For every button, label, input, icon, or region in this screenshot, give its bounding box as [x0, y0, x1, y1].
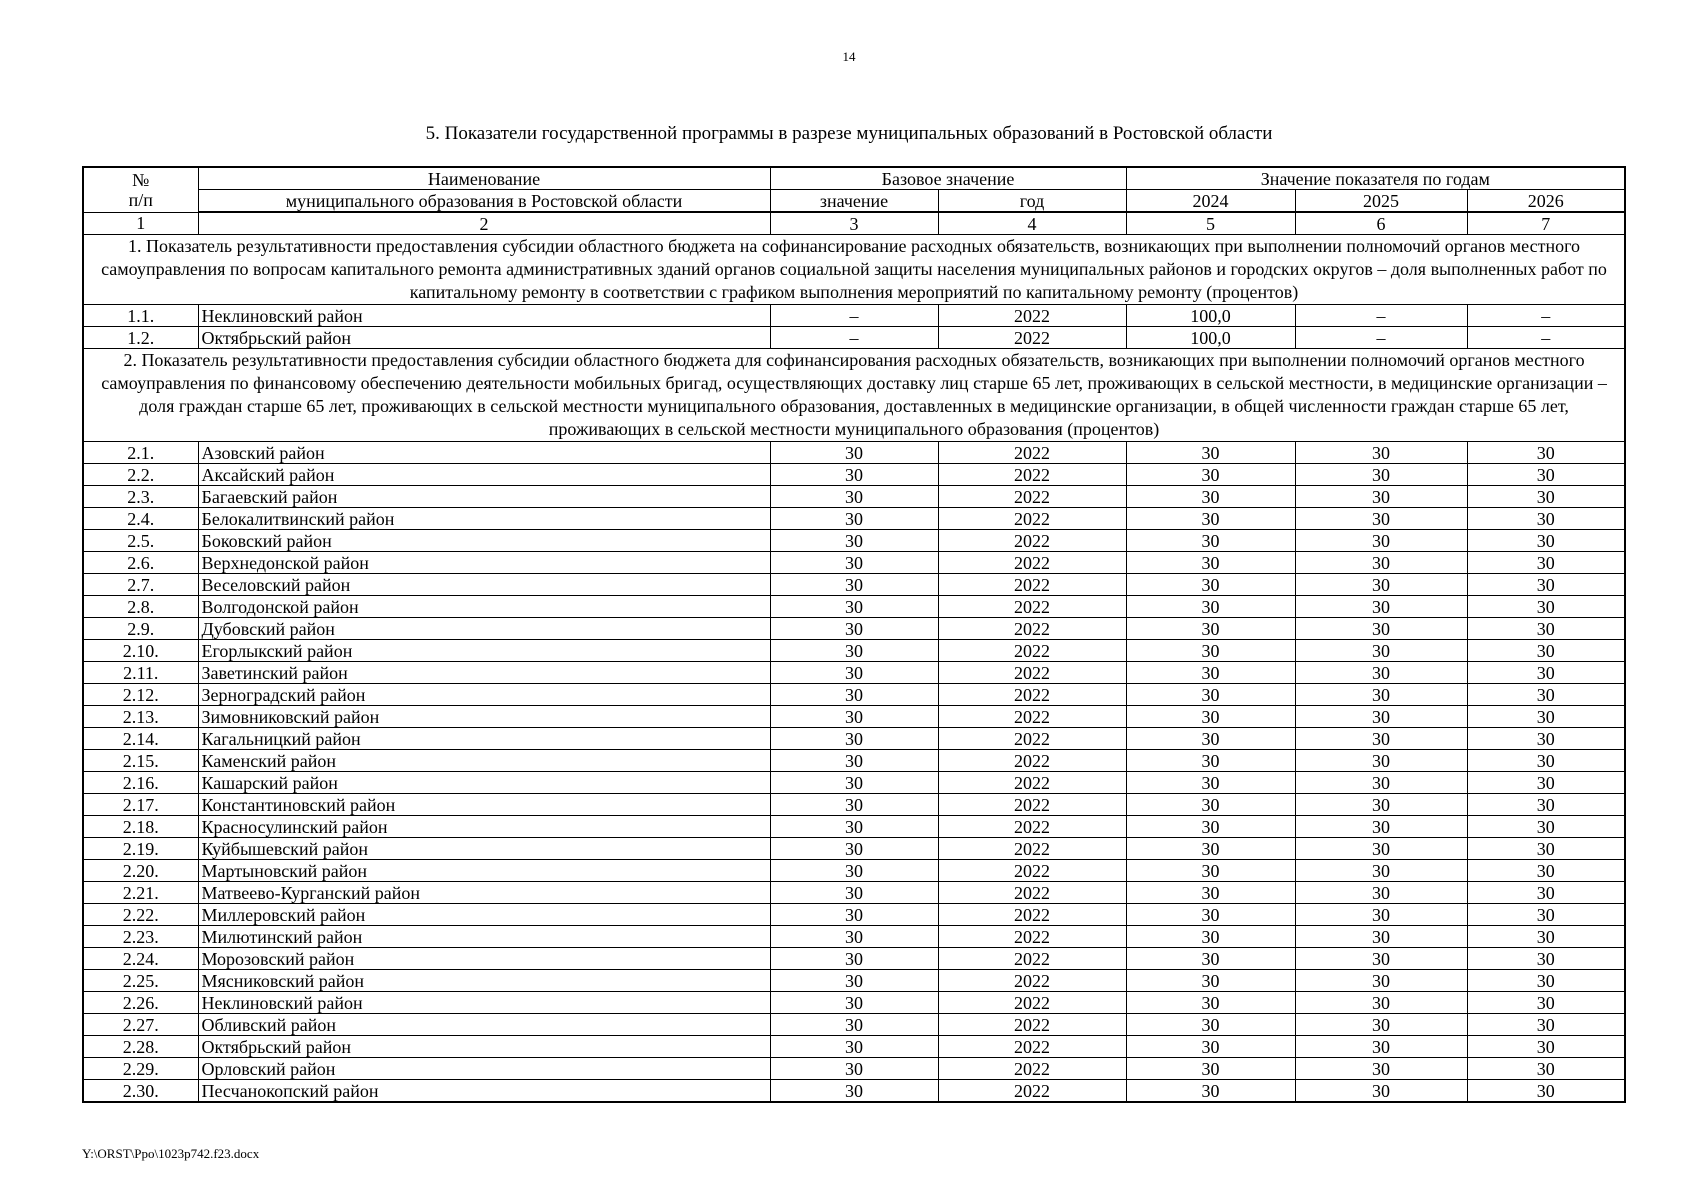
base-value: 30 — [770, 860, 938, 882]
value-2024: 30 — [1126, 794, 1295, 816]
value-2025: 30 — [1295, 706, 1467, 728]
col-number: 4 — [938, 212, 1126, 235]
municipality-name: Дубовский район — [198, 618, 770, 640]
value-2024: 30 — [1126, 1058, 1295, 1080]
base-year: 2022 — [938, 530, 1126, 552]
row-number: 2.4. — [83, 508, 198, 530]
col-number: 1 — [83, 212, 198, 235]
header-base-year: год — [938, 190, 1126, 213]
row-number: 2.5. — [83, 530, 198, 552]
municipality-name: Милютинский район — [198, 926, 770, 948]
base-year: 2022 — [938, 327, 1126, 349]
table-header — [83, 167, 1625, 235]
row-number: 2.30. — [83, 1080, 198, 1103]
value-2024: 30 — [1126, 970, 1295, 992]
row-number: 1.2. — [83, 327, 198, 349]
col-number: 2 — [198, 212, 770, 235]
value-2024: 30 — [1126, 882, 1295, 904]
table-row — [83, 640, 1625, 662]
value-2025: 30 — [1295, 684, 1467, 706]
col-number: 3 — [770, 212, 938, 235]
value-2024: 30 — [1126, 948, 1295, 970]
row-number: 2.16. — [83, 772, 198, 794]
base-year: 2022 — [938, 684, 1126, 706]
base-value: 30 — [770, 838, 938, 860]
value-2025: 30 — [1295, 926, 1467, 948]
municipality-name: Константиновский район — [198, 794, 770, 816]
value-2026: 30 — [1467, 1080, 1625, 1103]
base-value: 30 — [770, 948, 938, 970]
base-year: 2022 — [938, 904, 1126, 926]
base-year: 2022 — [938, 882, 1126, 904]
municipality-name: Морозовский район — [198, 948, 770, 970]
municipality-name: Неклиновский район — [198, 305, 770, 327]
base-year: 2022 — [938, 464, 1126, 486]
row-number: 2.20. — [83, 860, 198, 882]
header-year-2025: 2025 — [1295, 190, 1467, 213]
value-2024: 30 — [1126, 508, 1295, 530]
base-value: 30 — [770, 816, 938, 838]
value-2026: 30 — [1467, 728, 1625, 750]
value-2025: 30 — [1295, 1058, 1467, 1080]
base-value: 30 — [770, 640, 938, 662]
value-2024: 30 — [1126, 750, 1295, 772]
value-2025: 30 — [1295, 728, 1467, 750]
value-2024: 30 — [1126, 926, 1295, 948]
base-year: 2022 — [938, 640, 1126, 662]
base-year: 2022 — [938, 816, 1126, 838]
base-value: 30 — [770, 882, 938, 904]
table-row — [83, 305, 1625, 327]
municipality-name: Боковский район — [198, 530, 770, 552]
value-2024: 30 — [1126, 464, 1295, 486]
municipality-name: Матвеево-Курганский район — [198, 882, 770, 904]
table-row — [83, 750, 1625, 772]
value-2024: 30 — [1126, 1080, 1295, 1103]
base-year: 2022 — [938, 596, 1126, 618]
base-year: 2022 — [938, 992, 1126, 1014]
table-row — [83, 706, 1625, 728]
base-year: 2022 — [938, 948, 1126, 970]
base-value: 30 — [770, 464, 938, 486]
municipality-name: Красносулинский район — [198, 816, 770, 838]
municipality-name: Песчанокопский район — [198, 1080, 770, 1103]
base-value: 30 — [770, 1058, 938, 1080]
table-row — [83, 860, 1625, 882]
base-value: – — [770, 327, 938, 349]
header-years-group: Значение показателя по годам — [1126, 167, 1625, 190]
value-2026: 30 — [1467, 772, 1625, 794]
value-2024: 100,0 — [1126, 327, 1295, 349]
value-2024: 100,0 — [1126, 305, 1295, 327]
base-value: 30 — [770, 926, 938, 948]
base-value: 30 — [770, 442, 938, 464]
value-2024: 30 — [1126, 728, 1295, 750]
base-year: 2022 — [938, 442, 1126, 464]
row-number: 2.2. — [83, 464, 198, 486]
value-2025: 30 — [1295, 640, 1467, 662]
table-row — [83, 1058, 1625, 1080]
base-year: 2022 — [938, 860, 1126, 882]
base-year: 2022 — [938, 750, 1126, 772]
section-title: 2. Показатель результативности предоставления субсидии областного бюджета для софинансирования расходных обязательств, возникающих при выполнении полномочий органов местного самоуправления по финансовому обеспечению деятельности мобильных бригад, осуществляющих доставку лиц старше 65 лет, проживающих в сельской местности, в медицинские организации – доля граждан старше 65 лет, проживающих в сельской местности муниципального образования, доставленных в медицинские организации, в общей численности граждан старше 65 лет, проживающих в сельской местности муниципального образования (процентов) — [83, 349, 1625, 442]
base-value: 30 — [770, 596, 938, 618]
municipality-name: Каменский район — [198, 750, 770, 772]
value-2024: 30 — [1126, 618, 1295, 640]
municipality-name: Октябрьский район — [198, 327, 770, 349]
base-year: 2022 — [938, 486, 1126, 508]
value-2026: 30 — [1467, 530, 1625, 552]
municipality-name: Егорлыкский район — [198, 640, 770, 662]
municipality-name: Волгодонской район — [198, 596, 770, 618]
base-year: 2022 — [938, 618, 1126, 640]
table-row — [83, 772, 1625, 794]
municipality-name: Белокалитвинский район — [198, 508, 770, 530]
value-2025: 30 — [1295, 530, 1467, 552]
value-2025: 30 — [1295, 464, 1467, 486]
value-2026: 30 — [1467, 684, 1625, 706]
base-value: 30 — [770, 662, 938, 684]
municipality-name: Аксайский район — [198, 464, 770, 486]
table-row — [83, 728, 1625, 750]
value-2024: 30 — [1126, 772, 1295, 794]
municipality-name: Заветинский район — [198, 662, 770, 684]
value-2026: 30 — [1467, 1014, 1625, 1036]
base-value: 30 — [770, 992, 938, 1014]
value-2025: 30 — [1295, 1036, 1467, 1058]
table-row — [83, 574, 1625, 596]
table-row — [83, 327, 1625, 349]
file-path: Y:\ORST\Ppo\1023p742.f23.docx — [82, 1146, 260, 1161]
value-2025: 30 — [1295, 662, 1467, 684]
value-2025: 30 — [1295, 552, 1467, 574]
value-2024: 30 — [1126, 1036, 1295, 1058]
value-2025: 30 — [1295, 794, 1467, 816]
municipality-name: Орловский район — [198, 1058, 770, 1080]
base-value: 30 — [770, 772, 938, 794]
value-2025: 30 — [1295, 772, 1467, 794]
municipality-name: Веселовский район — [198, 574, 770, 596]
table-row — [83, 1080, 1625, 1103]
value-2024: 30 — [1126, 486, 1295, 508]
value-2024: 30 — [1126, 596, 1295, 618]
value-2026: 30 — [1467, 596, 1625, 618]
base-year: 2022 — [938, 1058, 1126, 1080]
value-2025: 30 — [1295, 860, 1467, 882]
table-row — [83, 1014, 1625, 1036]
value-2025: 30 — [1295, 508, 1467, 530]
row-number: 2.11. — [83, 662, 198, 684]
base-value: 30 — [770, 1014, 938, 1036]
base-year: 2022 — [938, 552, 1126, 574]
municipality-name: Неклиновский район — [198, 992, 770, 1014]
table-row — [83, 1036, 1625, 1058]
value-2026: 30 — [1467, 948, 1625, 970]
value-2026: 30 — [1467, 508, 1625, 530]
value-2025: 30 — [1295, 948, 1467, 970]
value-2025: 30 — [1295, 816, 1467, 838]
row-number: 2.15. — [83, 750, 198, 772]
base-year: 2022 — [938, 1036, 1126, 1058]
table-row — [83, 926, 1625, 948]
base-year: 2022 — [938, 838, 1126, 860]
base-value: 30 — [770, 486, 938, 508]
value-2025: 30 — [1295, 750, 1467, 772]
base-value: 30 — [770, 508, 938, 530]
table-row — [83, 662, 1625, 684]
value-2026: 30 — [1467, 926, 1625, 948]
row-number: 2.24. — [83, 948, 198, 970]
municipality-name: Кашарский район — [198, 772, 770, 794]
value-2026: 30 — [1467, 1058, 1625, 1080]
value-2024: 30 — [1126, 640, 1295, 662]
row-number: 2.6. — [83, 552, 198, 574]
base-year: 2022 — [938, 305, 1126, 327]
header-name-line1: Наименование — [198, 167, 770, 190]
value-2024: 30 — [1126, 904, 1295, 926]
base-year: 2022 — [938, 728, 1126, 750]
header-year-2026: 2026 — [1467, 190, 1625, 213]
value-2024: 30 — [1126, 838, 1295, 860]
table-row — [83, 464, 1625, 486]
base-year: 2022 — [938, 926, 1126, 948]
value-2024: 30 — [1126, 662, 1295, 684]
col-number: 6 — [1295, 212, 1467, 235]
header-name-line2: муниципального образования в Ростовской области — [198, 190, 770, 213]
header-base: Базовое значение — [770, 167, 1126, 190]
value-2024: 30 — [1126, 552, 1295, 574]
table-body — [83, 235, 1625, 1103]
base-value: 30 — [770, 552, 938, 574]
value-2024: 30 — [1126, 992, 1295, 1014]
section-row — [83, 349, 1625, 442]
page-number: 14 — [842, 49, 856, 64]
value-2024: 30 — [1126, 442, 1295, 464]
base-year: 2022 — [938, 508, 1126, 530]
value-2024: 30 — [1126, 530, 1295, 552]
table-row — [83, 904, 1625, 926]
value-2026: – — [1467, 305, 1625, 327]
value-2025: 30 — [1295, 442, 1467, 464]
value-2026: 30 — [1467, 970, 1625, 992]
row-number: 2.17. — [83, 794, 198, 816]
value-2025: 30 — [1295, 838, 1467, 860]
section-row — [83, 235, 1625, 305]
municipality-name: Миллеровский район — [198, 904, 770, 926]
base-year: 2022 — [938, 772, 1126, 794]
row-number: 2.28. — [83, 1036, 198, 1058]
row-number: 2.22. — [83, 904, 198, 926]
table-row — [83, 486, 1625, 508]
base-value: 30 — [770, 684, 938, 706]
municipality-name: Багаевский район — [198, 486, 770, 508]
table-row — [83, 970, 1625, 992]
value-2024: 30 — [1126, 706, 1295, 728]
row-number: 2.23. — [83, 926, 198, 948]
table-row — [83, 442, 1625, 464]
indicators-table — [82, 166, 1626, 1103]
table-row — [83, 530, 1625, 552]
base-year: 2022 — [938, 1014, 1126, 1036]
base-value: 30 — [770, 530, 938, 552]
municipality-name: Азовский район — [198, 442, 770, 464]
table-row — [83, 552, 1625, 574]
value-2026: 30 — [1467, 640, 1625, 662]
column-numbers-row — [83, 212, 1625, 235]
value-2025: 30 — [1295, 574, 1467, 596]
base-value: 30 — [770, 904, 938, 926]
municipality-name: Зимовниковский район — [198, 706, 770, 728]
row-number: 2.8. — [83, 596, 198, 618]
row-number: 2.18. — [83, 816, 198, 838]
value-2025: – — [1295, 305, 1467, 327]
base-year: 2022 — [938, 794, 1126, 816]
value-2026: 30 — [1467, 838, 1625, 860]
base-value: 30 — [770, 794, 938, 816]
value-2026: 30 — [1467, 464, 1625, 486]
base-value: 30 — [770, 1036, 938, 1058]
header-base-value: значение — [770, 190, 938, 213]
row-number: 2.7. — [83, 574, 198, 596]
value-2025: 30 — [1295, 882, 1467, 904]
header-year-2024: 2024 — [1126, 190, 1295, 213]
base-value: 30 — [770, 706, 938, 728]
table-row — [83, 794, 1625, 816]
col-number: 7 — [1467, 212, 1625, 235]
row-number: 2.12. — [83, 684, 198, 706]
municipality-name: Кагальницкий район — [198, 728, 770, 750]
value-2025: 30 — [1295, 596, 1467, 618]
value-2024: 30 — [1126, 1014, 1295, 1036]
base-value: 30 — [770, 970, 938, 992]
value-2024: 30 — [1126, 816, 1295, 838]
table-row — [83, 684, 1625, 706]
row-number: 2.10. — [83, 640, 198, 662]
value-2026: 30 — [1467, 618, 1625, 640]
value-2026: – — [1467, 327, 1625, 349]
section-title: 1. Показатель результативности предоставления субсидии областного бюджета на софинансирование расходных обязательств, возникающих при выполнении полномочий органов местного самоуправления по вопросам капитального ремонта административных зданий органов социальной защиты населения муниципальных районов и городских округов – доля выполненных работ по капитальному ремонту в соответствии с графиком выполнения мероприятий по капитальному ремонту (процентов) — [83, 235, 1625, 305]
value-2026: 30 — [1467, 992, 1625, 1014]
base-year: 2022 — [938, 706, 1126, 728]
value-2024: 30 — [1126, 684, 1295, 706]
base-year: 2022 — [938, 574, 1126, 596]
row-number: 2.9. — [83, 618, 198, 640]
value-2025: 30 — [1295, 486, 1467, 508]
row-number: 2.13. — [83, 706, 198, 728]
row-number: 2.27. — [83, 1014, 198, 1036]
value-2026: 30 — [1467, 816, 1625, 838]
row-number: 2.3. — [83, 486, 198, 508]
municipality-name: Мартыновский район — [198, 860, 770, 882]
base-value: 30 — [770, 574, 938, 596]
value-2026: 30 — [1467, 706, 1625, 728]
value-2026: 30 — [1467, 750, 1625, 772]
value-2026: 30 — [1467, 882, 1625, 904]
municipality-name: Мясниковский район — [198, 970, 770, 992]
municipality-name: Зерноградский район — [198, 684, 770, 706]
value-2024: 30 — [1126, 860, 1295, 882]
value-2026: 30 — [1467, 442, 1625, 464]
base-value: 30 — [770, 1080, 938, 1103]
value-2025: 30 — [1295, 992, 1467, 1014]
row-number: 1.1. — [83, 305, 198, 327]
municipality-name: Октябрьский район — [198, 1036, 770, 1058]
col-number: 5 — [1126, 212, 1295, 235]
row-number: 2.14. — [83, 728, 198, 750]
value-2025: 30 — [1295, 970, 1467, 992]
base-year: 2022 — [938, 970, 1126, 992]
base-year: 2022 — [938, 662, 1126, 684]
table-row — [83, 816, 1625, 838]
row-number: 2.1. — [83, 442, 198, 464]
row-number: 2.29. — [83, 1058, 198, 1080]
table-row — [83, 508, 1625, 530]
base-value: 30 — [770, 750, 938, 772]
table-row — [83, 618, 1625, 640]
row-number: 2.26. — [83, 992, 198, 1014]
value-2026: 30 — [1467, 904, 1625, 926]
value-2026: 30 — [1467, 662, 1625, 684]
table-row — [83, 838, 1625, 860]
value-2026: 30 — [1467, 1036, 1625, 1058]
value-2026: 30 — [1467, 486, 1625, 508]
base-year: 2022 — [938, 1080, 1126, 1103]
table-row — [83, 596, 1625, 618]
value-2024: 30 — [1126, 574, 1295, 596]
municipality-name: Куйбышевский район — [198, 838, 770, 860]
value-2025: – — [1295, 327, 1467, 349]
value-2026: 30 — [1467, 860, 1625, 882]
base-value: 30 — [770, 618, 938, 640]
base-value: – — [770, 305, 938, 327]
table-row — [83, 882, 1625, 904]
base-value: 30 — [770, 728, 938, 750]
value-2026: 30 — [1467, 552, 1625, 574]
value-2025: 30 — [1295, 904, 1467, 926]
value-2025: 30 — [1295, 1080, 1467, 1103]
value-2025: 30 — [1295, 1014, 1467, 1036]
municipality-name: Обливский район — [198, 1014, 770, 1036]
row-number: 2.19. — [83, 838, 198, 860]
document-title: 5. Показатели государственной программы в разрезе муниципальных образований в Ростовской области — [425, 123, 1273, 144]
value-2026: 30 — [1467, 574, 1625, 596]
table-row — [83, 948, 1625, 970]
municipality-name: Верхнедонской район — [198, 552, 770, 574]
value-2025: 30 — [1295, 618, 1467, 640]
row-number: 2.21. — [83, 882, 198, 904]
table-row — [83, 992, 1625, 1014]
row-number: 2.25. — [83, 970, 198, 992]
value-2026: 30 — [1467, 794, 1625, 816]
header-num: № п/п — [83, 167, 198, 212]
